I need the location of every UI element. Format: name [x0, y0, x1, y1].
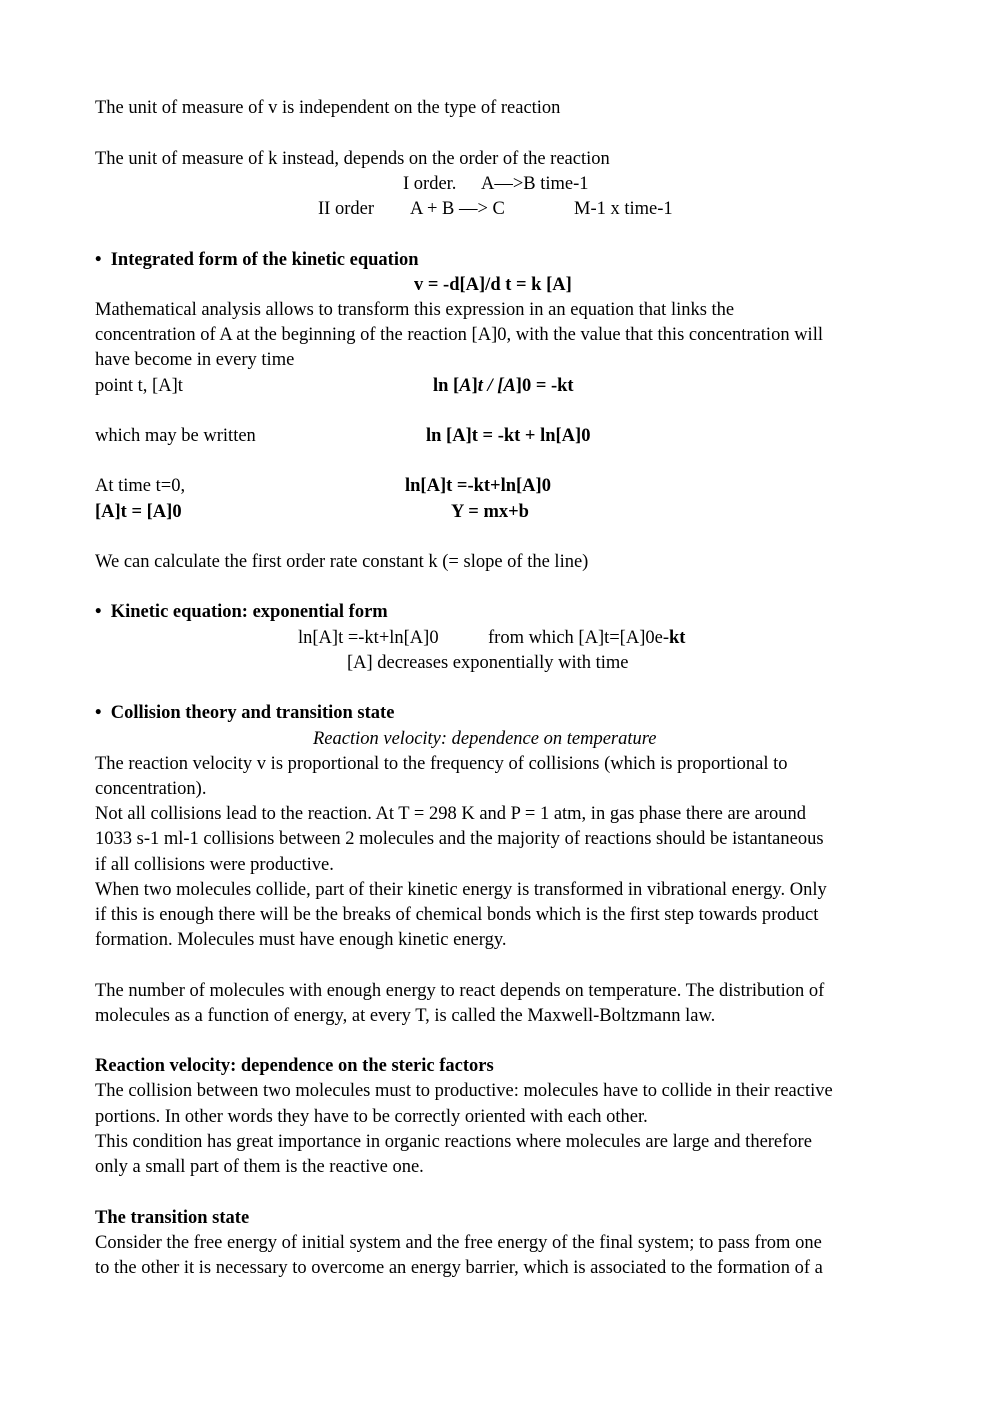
steric-text: only a small part of them is the reactive one.	[95, 1157, 424, 1177]
collision-text: formation. Molecules must have enough kinetic energy.	[95, 930, 507, 950]
transition-text: Consider the free energy of initial system and the free energy of the final system; to pass from one	[95, 1233, 822, 1253]
collision-subtitle: Reaction velocity: dependence on temperature	[313, 729, 657, 749]
eq-part: t	[477, 376, 483, 396]
steric-text: portions. In other words they have to be correctly oriented with each other.	[95, 1107, 648, 1127]
eq-part: A	[459, 376, 472, 396]
second-order-units: M-1 x time-1	[574, 199, 673, 219]
steric-heading: Reaction velocity: dependence on the steric factors	[95, 1056, 494, 1076]
collision-text: 1033 s-1 ml-1 collisions between 2 molecules and the majority of reactions should be istantaneous	[95, 829, 824, 849]
eq-part: A	[503, 376, 516, 396]
time0-equation: ln[A]t =-kt+ln[A]0	[405, 476, 551, 496]
collision-text: concentration).	[95, 779, 207, 799]
eq-part: ln [	[433, 376, 460, 396]
collision-text: The number of molecules with enough energy to react depends on temperature. The distribution of	[95, 981, 825, 1001]
collision-text: if this is enough there will be the breaks of chemical bonds which is the first step towards product	[95, 905, 819, 925]
written-equation: ln [A]t = -kt + ln[A]0	[426, 426, 591, 446]
k-unit-text: The unit of measure of k instead, depends on the order of the reaction	[95, 149, 610, 169]
written-label: which may be written	[95, 426, 256, 446]
eq-part: from which [A]t=[A]0e-	[488, 628, 669, 648]
transition-heading: The transition state	[95, 1208, 250, 1228]
first-order-label: I order.	[403, 174, 457, 194]
integrated-para-line-2: concentration of A at the beginning of the reaction [A]0, with the value that this concentration will	[95, 325, 823, 345]
exponential-eq-right	[488, 626, 685, 651]
steric-text: This condition has great importance in organic reactions where molecules are large and therefore	[95, 1132, 812, 1152]
steric-text: The collision between two molecules must to productive: molecules have to collide in their reactive	[95, 1081, 833, 1101]
collision-text: if all collisions were productive.	[95, 855, 334, 875]
eq-part: / [	[482, 376, 504, 396]
point-label: point t, [A]t	[95, 376, 183, 396]
first-order-reaction: A—>B time-1	[481, 174, 589, 194]
collision-text: molecules as a function of energy, at every T, is called the Maxwell-Boltzmann law.	[95, 1006, 716, 1026]
bullet: •	[95, 703, 102, 723]
transition-text: to the other it is necessary to overcome an energy barrier, which is associated to the formation of a	[95, 1258, 823, 1278]
exponential-heading	[95, 600, 388, 625]
collision-heading-text: Collision theory and transition state	[110, 703, 395, 723]
collision-heading	[95, 701, 394, 726]
eq-part: ]0 = -kt	[515, 376, 574, 396]
exponential-decrease-text: [A] decreases exponentially with time	[347, 653, 629, 673]
time0-label: At time t=0,	[95, 476, 186, 496]
integrated-heading	[95, 248, 419, 273]
second-order-reaction: A + B —> C	[410, 199, 505, 219]
rate-equation: v = -d[A]/d t = k [A]	[414, 275, 572, 295]
bullet: •	[95, 602, 102, 622]
bullet: •	[95, 250, 102, 270]
ln-ratio-equation	[433, 374, 574, 399]
linear-form-equation: Y = mx+b	[451, 502, 529, 522]
collision-text: The reaction velocity v is proportional to the frequency of collisions (which is proportional to	[95, 754, 788, 774]
eq-part: ]	[471, 376, 478, 396]
rate-constant-text: We can calculate the first order rate constant k (= slope of the line)	[95, 552, 589, 572]
eq-part: kt	[668, 628, 686, 648]
collision-text: When two molecules collide, part of their kinetic energy is transformed in vibrational energy. Only	[95, 880, 827, 900]
integrated-heading-text: Integrated form of the kinetic equation	[110, 250, 419, 270]
collision-text: Not all collisions lead to the reaction. At T = 298 K and P = 1 atm, in gas phase there are around	[95, 804, 807, 824]
exponential-heading-text: Kinetic equation: exponential form	[110, 602, 388, 622]
second-order-label: II order	[318, 199, 374, 219]
exponential-eq-left: ln[A]t =-kt+ln[A]0	[298, 628, 439, 648]
integrated-para-line-3: have become in every time	[95, 350, 295, 370]
integrated-para-line-1: Mathematical analysis allows to transform this expression in an equation that links the	[95, 300, 735, 320]
v-unit-text: The unit of measure of v is independent on the type of reaction	[95, 98, 561, 118]
at-a0-equation: [A]t = [A]0	[95, 502, 182, 522]
